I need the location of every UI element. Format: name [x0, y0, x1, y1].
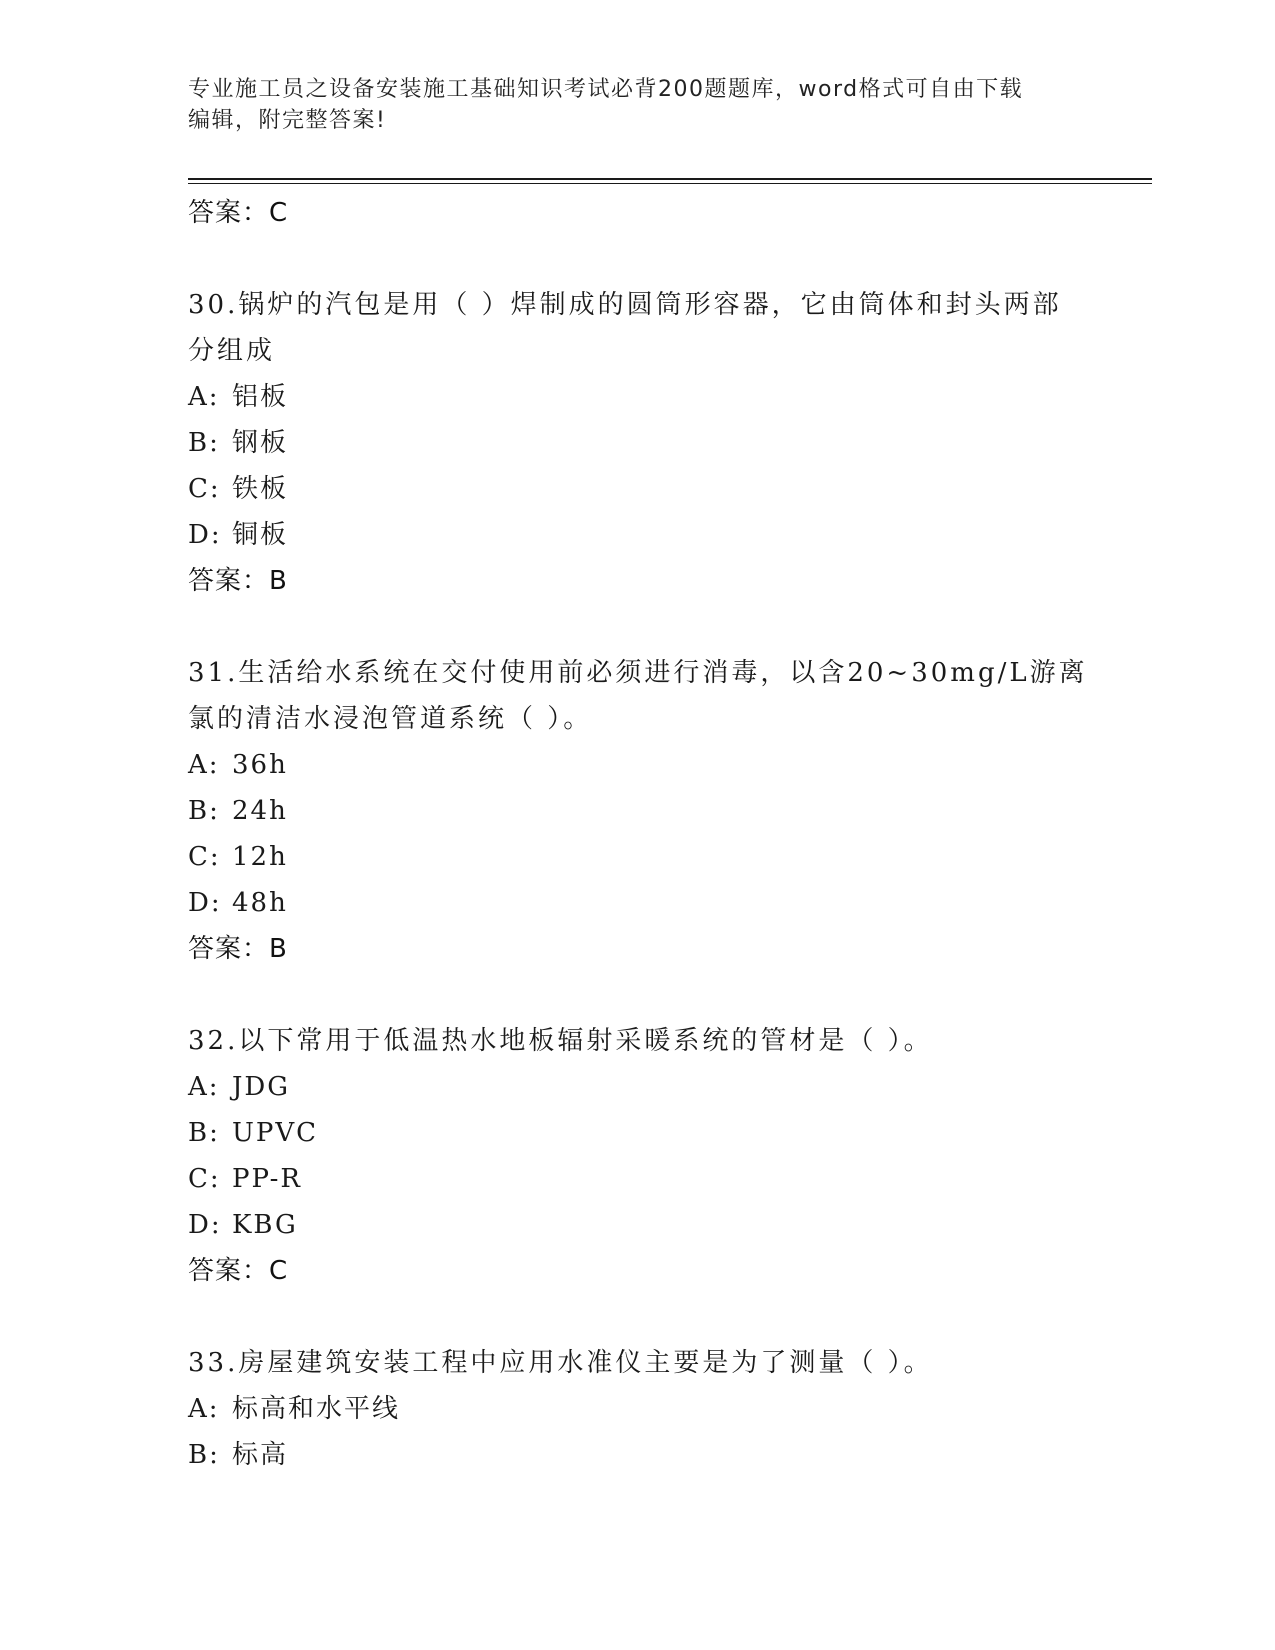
question-31	[188, 650, 1088, 972]
option-text: 标高	[232, 1440, 289, 1470]
question-stem: 33.房屋建筑安装工程中应用水准仪主要是为了测量（ ）。	[188, 1348, 933, 1378]
option-text: 铝板	[232, 382, 289, 412]
option-a	[188, 1386, 1088, 1432]
option-letter: A:	[188, 382, 220, 412]
option-letter: B:	[188, 1118, 220, 1148]
option-text: 标高和水平线	[232, 1394, 401, 1424]
option-c	[188, 1156, 1088, 1202]
option-text: 钢板	[232, 428, 289, 458]
option-letter: B:	[188, 796, 220, 826]
option-letter: C:	[188, 474, 221, 504]
header-divider	[188, 178, 1152, 180]
header-title-line-2: 编辑，附完整答案!	[188, 108, 387, 133]
option-letter: C:	[188, 842, 221, 872]
option-b	[188, 1110, 1088, 1156]
option-letter: B:	[188, 428, 220, 458]
option-letter: A:	[188, 750, 220, 780]
header-title-line-1: 专业施工员之设备安装施工基础知识考试必背200题题库，word格式可自由下载	[188, 77, 1024, 102]
option-letter: D:	[188, 520, 222, 550]
option-a	[188, 742, 1088, 788]
option-text: 36h	[232, 750, 288, 780]
question-32	[188, 1018, 1088, 1294]
document-header	[188, 74, 1088, 136]
option-c	[188, 834, 1088, 880]
question-stem: 32.以下常用于低温热水地板辐射采暖系统的管材是（ ）。	[188, 1026, 933, 1056]
option-letter: A:	[188, 1394, 220, 1424]
option-letter: D:	[188, 1210, 222, 1240]
option-text: 48h	[232, 888, 288, 918]
question-33	[188, 1340, 1088, 1478]
option-text: 铜板	[232, 520, 289, 550]
header-divider-thin	[188, 183, 1152, 184]
option-text: KBG	[232, 1210, 298, 1240]
option-d	[188, 880, 1088, 926]
answer-line: 答案：B	[188, 566, 288, 596]
option-letter: D:	[188, 888, 222, 918]
option-text: 铁板	[232, 474, 289, 504]
option-d	[188, 1202, 1088, 1248]
option-c	[188, 466, 1088, 512]
option-text: JDG	[232, 1072, 291, 1102]
answer-line: 答案：C	[188, 198, 289, 228]
option-text: 24h	[232, 796, 288, 826]
option-a	[188, 374, 1088, 420]
option-letter: A:	[188, 1072, 220, 1102]
question-list	[188, 190, 1088, 1478]
question-30	[188, 282, 1088, 604]
option-b	[188, 788, 1088, 834]
option-b	[188, 420, 1088, 466]
answer-line: 答案：B	[188, 934, 288, 964]
option-text: PP-R	[232, 1164, 302, 1194]
option-a	[188, 1064, 1088, 1110]
option-b	[188, 1432, 1088, 1478]
option-letter: C:	[188, 1164, 221, 1194]
answer-line: 答案：C	[188, 1256, 289, 1286]
option-d	[188, 512, 1088, 558]
question-stem: 30.锅炉的汽包是用（ ）焊制成的圆筒形容器，它由筒体和封头两部分组成	[188, 290, 1062, 366]
option-letter: B:	[188, 1440, 220, 1470]
option-text: 12h	[232, 842, 288, 872]
option-text: UPVC	[232, 1118, 319, 1148]
question-stem: 31.生活给水系统在交付使用前必须进行消毒，以含20~30mg/L游离氯的清洁水浸泡管道系统（ ）。	[188, 658, 1088, 734]
